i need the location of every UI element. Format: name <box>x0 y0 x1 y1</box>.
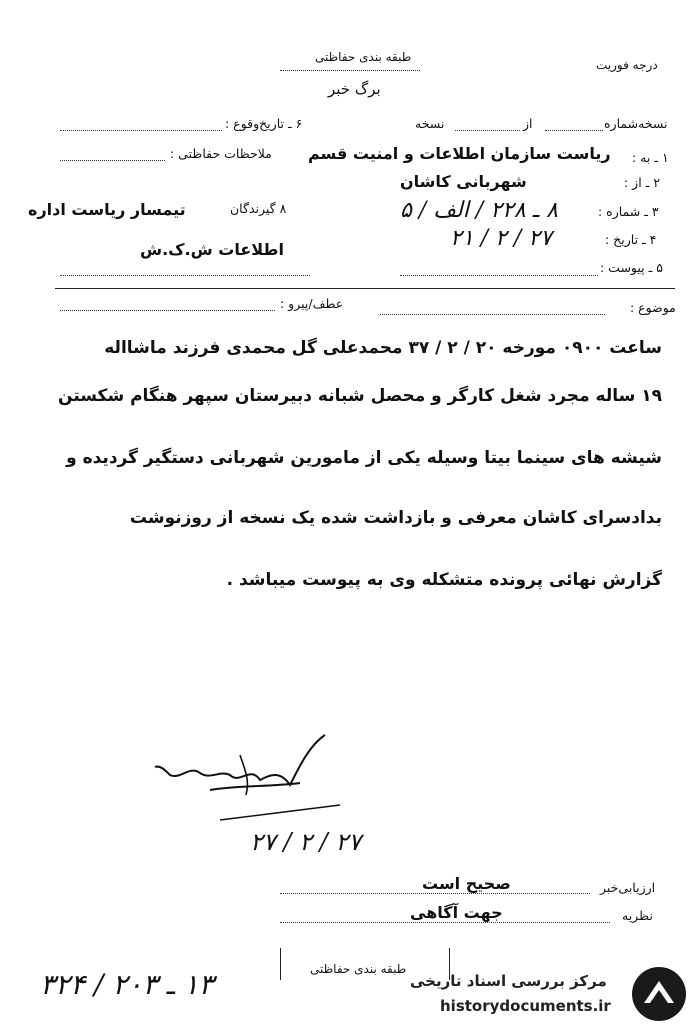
subject-label: موضوع : <box>630 300 676 315</box>
protective-notes-label: ملاحظات حفاظتی : <box>170 146 272 161</box>
to-value: ریاست سازمان اطلاعات و امنیت قسم <box>308 144 611 163</box>
copy-number-dots <box>545 130 603 131</box>
event-date-dots <box>60 130 222 131</box>
attachment-dots <box>400 275 598 276</box>
signature-date: ۲۷ / ۲ / ۲۷ <box>250 828 362 856</box>
footer-box-left <box>280 948 281 980</box>
to-label: ۱ ـ به : <box>632 150 669 165</box>
body-line-2: ۱۹ ساله مجرد شغل کارگر و محصل شبانه دبیرستان سپهر هنگام شکستن <box>58 386 662 406</box>
from-label: ۲ ـ از : <box>624 175 661 190</box>
assessment-label: ارزیابی‌خبر <box>600 880 656 895</box>
classification-bottom: طبقه بندی حفاظتی <box>310 962 407 976</box>
assessment-dots <box>280 893 590 894</box>
opinion-dots <box>280 922 610 923</box>
signature <box>150 725 350 845</box>
attachment-label: ۵ ـ پیوست : <box>600 260 663 275</box>
reference-label: عطف/پیرو : <box>280 296 344 311</box>
recipients-dots <box>60 275 310 276</box>
recipients-value-1: تیمسار ریاست اداره <box>28 200 186 219</box>
urgency-label: درجه فوریت <box>596 58 658 72</box>
classification-top: طبقه بندی حفاظتی <box>315 50 412 64</box>
archive-logo <box>630 965 688 1023</box>
urgency-dotted-line <box>280 70 420 71</box>
body-line-3: شیشه های سینما بیتا وسیله یکی از مامورین شهربانی دستگیر گردیده و <box>66 448 662 468</box>
form-title: برگ خبر <box>328 80 381 98</box>
from-value: شهربانی کاشان <box>400 172 527 191</box>
date-label: ۴ ـ تاریخ : <box>605 232 657 247</box>
assessment-value: صحیح است <box>422 874 511 893</box>
date-value: ۲۷ / ۲ / ۲۱ <box>450 226 552 251</box>
body-line-5: گزارش نهائی پرونده متشکله وی به پیوست میباشد . <box>226 570 662 590</box>
header-divider <box>55 288 675 289</box>
subject-dots <box>380 314 605 315</box>
body-line-4: بدادسرای کاشان معرفی و بازداشت شده یک نسخه از روزنوشت <box>129 508 662 528</box>
recipients-value-2: اطلاعات ش.ک.ش <box>140 240 284 259</box>
archive-name: مرکز بررسی اسناد تاریخی <box>410 972 607 990</box>
number-value: ۸ ـ ۲۲۸ / الف / ۵ <box>400 198 558 223</box>
archive-url: historydocuments.ir <box>440 997 611 1015</box>
protective-notes-dots <box>60 160 165 161</box>
number-label: ۳ ـ شماره : <box>598 204 659 219</box>
recipients-label: ۸ گیرندگان <box>230 201 287 216</box>
handwritten-file-number: ۱۳ ـ ۲۰۳ / ۳۲۴ <box>40 968 214 1001</box>
copy-number-label: نسخه‌شماره <box>604 116 668 131</box>
opinion-label: نظریه <box>622 908 653 923</box>
event-date-label: ۶ ـ تاریخ‌وقوع : <box>225 116 303 131</box>
copy-label: نسخه <box>415 116 445 131</box>
body-line-1: ساعت ۰۹۰۰ مورخه ۲۰ / ۲ / ۳۷ محمدعلی گل محمدی فرزند ماشااله <box>104 338 662 358</box>
reference-dots <box>60 310 275 311</box>
of-dots <box>455 130 520 131</box>
of-label: از <box>523 116 533 131</box>
opinion-value: جهت آگاهی <box>410 903 503 922</box>
